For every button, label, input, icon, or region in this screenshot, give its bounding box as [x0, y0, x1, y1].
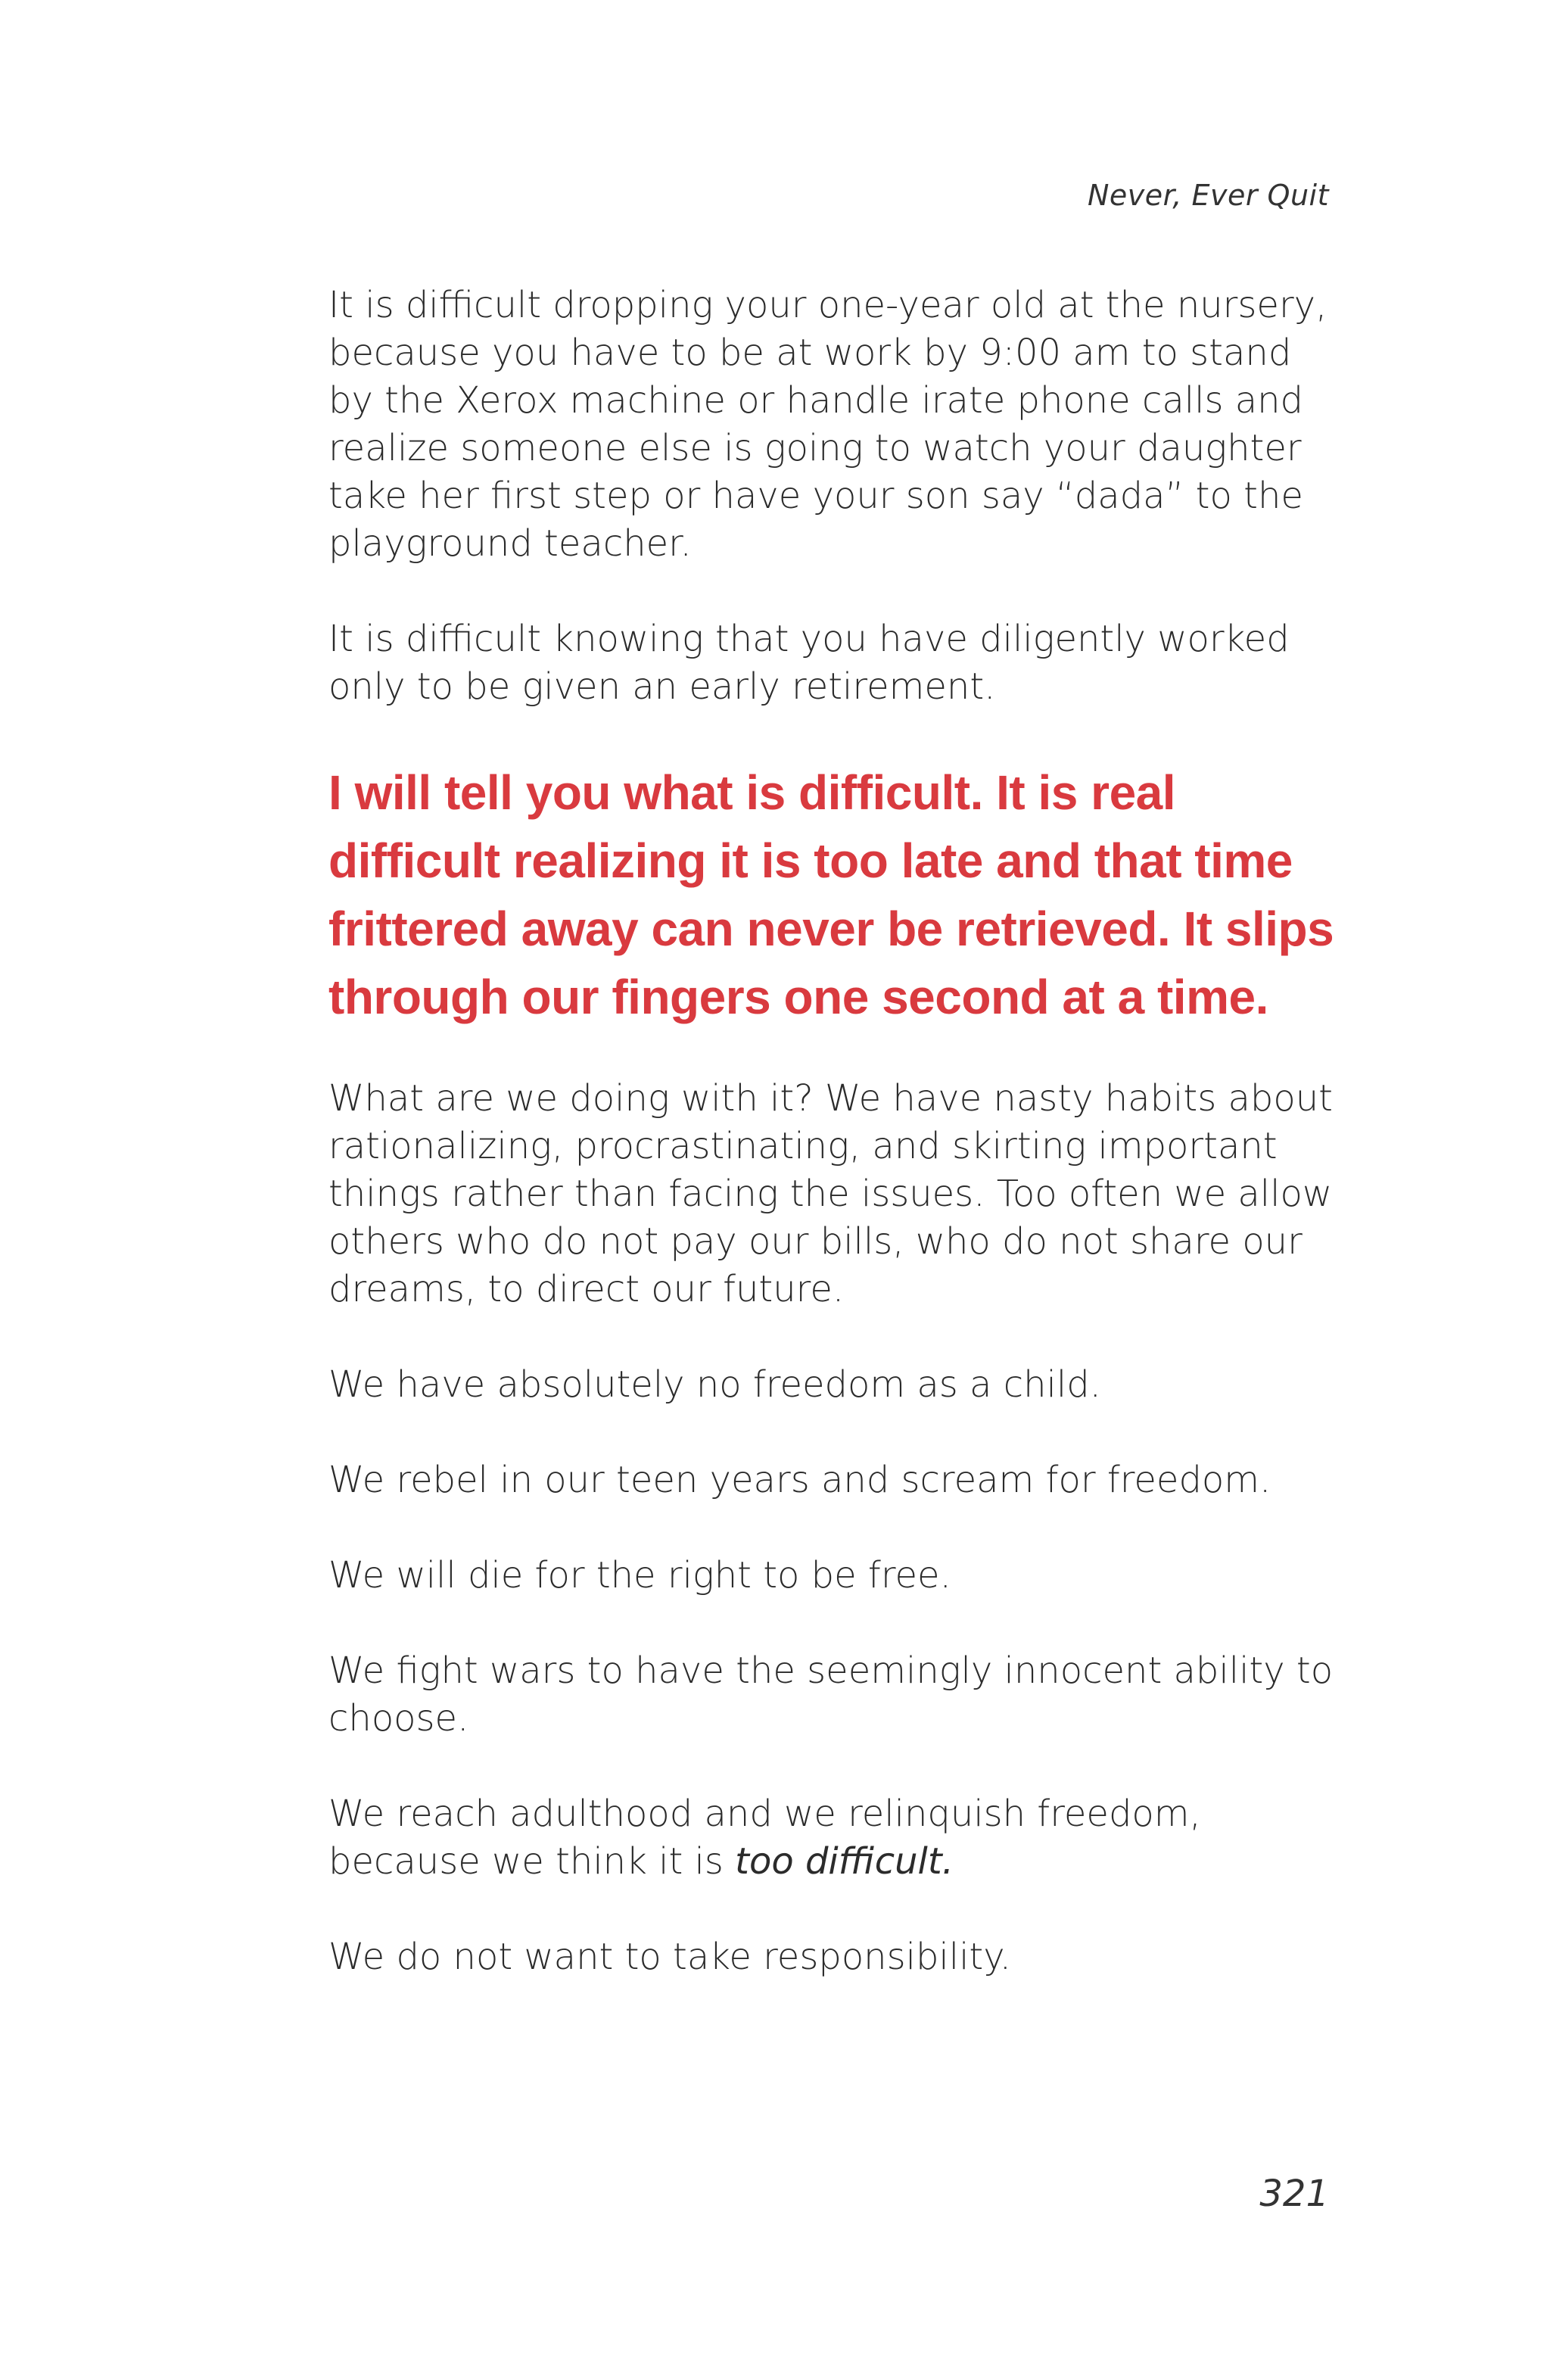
paragraph: What are we doing with it? We have nasty habits about rationalizing, procrastinating, and skirting important things rather than facing the issues. Too often we allow others who do not pay our bills, who do not share our dreams, to direct our future.: [328, 1077, 1333, 1310]
paragraph: We do not want to take responsibility.: [328, 1936, 1012, 1978]
paragraph: We have absolutely no freedom as a child.: [328, 1363, 1101, 1406]
paragraph-text: We reach adulthood and we relinquish freedom, because we think it is: [328, 1793, 1201, 1883]
paragraph: We will die for the right to be free.: [328, 1554, 951, 1597]
paragraph: It is difficult knowing that you have diligently worked only to be given an early retirement.: [328, 618, 1290, 708]
paragraph: It is difficult dropping your one-year old at the nursery, because you have to be at work by 9:00 am to stand by the Xerox machine or handle irate phone calls and realize someone else is going to watch your daughter take her first step or have your son say “dada” to the playground teacher.: [328, 284, 1327, 565]
pull-quote: I will tell you what is difficult. It is real difficult realizing it is too late and that time frittered away can never be retrieved. It slips through our fingers one second at a time.: [328, 765, 1334, 1024]
page-number: 321: [1259, 2173, 1329, 2215]
body-text: [328, 282, 1343, 2029]
paragraph: We rebel in our teen years and scream for freedom.: [328, 1459, 1271, 1501]
paragraph: We fight wars to have the seemingly innocent ability to choose.: [328, 1649, 1334, 1740]
emphasis-text: too difficult.: [735, 1840, 954, 1883]
paragraph-relinquish: [328, 1790, 1343, 1886]
running-head: Never, Ever Quit: [1088, 179, 1329, 212]
